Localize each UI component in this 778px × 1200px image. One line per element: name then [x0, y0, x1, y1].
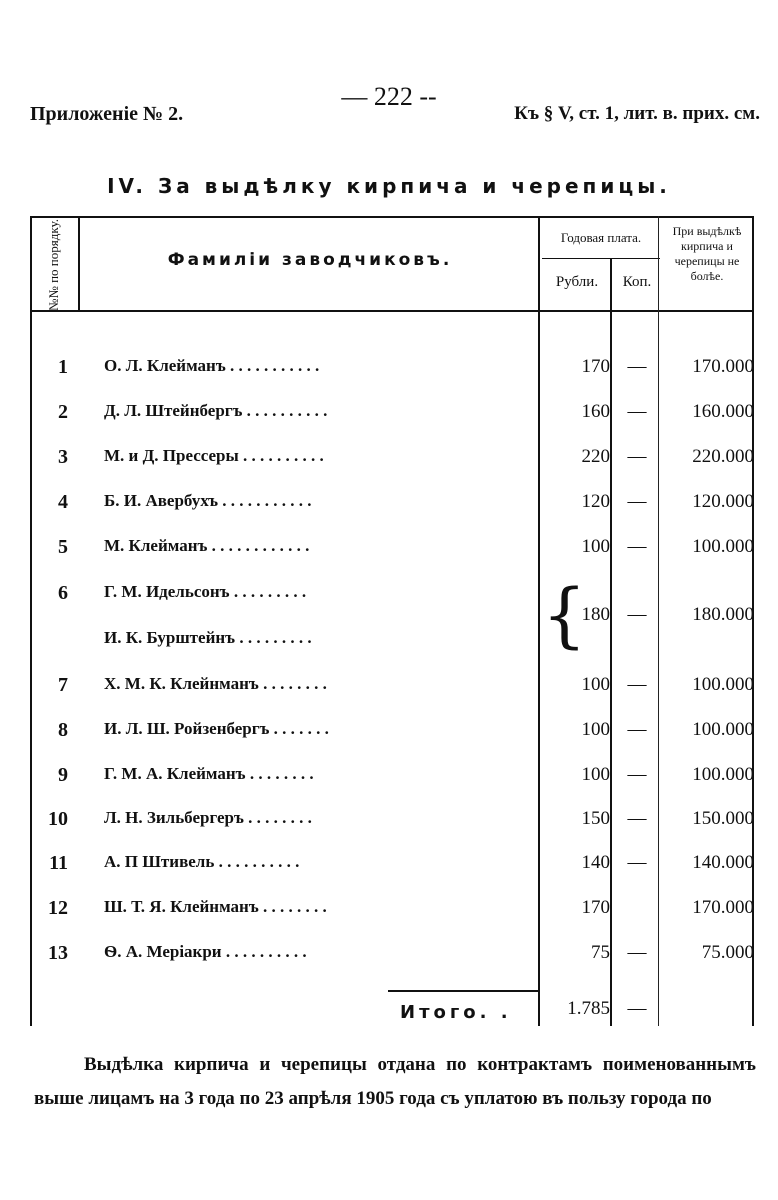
number-header-label: №№ по порядку. — [46, 219, 61, 311]
table-row — [0, 401, 778, 431]
manufacturer-name: А. П Штивель . . . . . . . . . . — [104, 852, 300, 871]
total-rubles: 1.785 — [567, 998, 610, 1019]
annual-fee-rule — [542, 258, 660, 259]
total-label: Итого. . — [400, 1002, 512, 1023]
limit-cell: 75.000 — [701, 942, 754, 963]
kopecks-cell: — — [627, 604, 647, 625]
limit-cell: 150.000 — [692, 808, 754, 829]
rubles-cell: 120 — [581, 491, 610, 512]
table-row — [0, 852, 778, 882]
row-number: 1 — [58, 356, 68, 378]
row-number: 2 — [58, 401, 68, 423]
total-kopecks: — — [627, 998, 647, 1019]
manufacturer-name: Ш. Т. Я. Клейнманъ . . . . . . . . — [104, 897, 327, 916]
manufacturer-name: Л. Н. Зильбергеръ . . . . . . . . — [104, 808, 312, 827]
kopecks-header: Коп. — [622, 274, 652, 290]
row-number: 7 — [58, 674, 68, 696]
limit-cell: 220.000 — [692, 446, 754, 467]
kopecks-cell: — — [627, 808, 647, 829]
row-number: 8 — [58, 719, 68, 741]
header-bottom-rule — [30, 310, 754, 312]
rubles-cell: 75 — [591, 942, 610, 963]
kopecks-cell: — — [627, 764, 647, 785]
row-number: 10 — [48, 808, 68, 830]
rubles-cell: 100 — [581, 674, 610, 695]
rubles-cell: 220 — [581, 446, 610, 467]
row-number: 12 — [48, 897, 68, 919]
section-title: IV. За выдѣлку кирпича и черепицы. — [107, 174, 671, 198]
kopecks-cell: — — [627, 674, 647, 695]
row-number: 11 — [49, 852, 68, 874]
limit-cell: 100.000 — [692, 719, 754, 740]
row-number: 5 — [58, 536, 68, 558]
kopecks-cell: — — [627, 942, 647, 963]
reference-note: Къ § V, ст. 1, лит. в. прих. см. — [514, 103, 760, 124]
row-number: 13 — [48, 942, 68, 964]
table-row — [0, 808, 778, 838]
manufacturer-name: И. К. Бурштейнъ . . . . . . . . . — [104, 628, 312, 647]
manufacturer-name: И. Л. Ш. Ройзенбергъ . . . . . . . — [104, 719, 329, 738]
names-column-header: Фамиліи заводчиковъ. — [167, 250, 453, 270]
rubles-cell: 160 — [581, 401, 610, 422]
kopecks-cell: — — [627, 536, 647, 557]
manufacturer-name: Г. М. Идельсонъ . . . . . . . . . — [104, 582, 307, 601]
rubles-cell: 170 — [581, 356, 610, 377]
table-top-rule — [30, 216, 754, 218]
annual-fee-header: Годовая плата. — [560, 230, 642, 245]
limit-cell: 120.000 — [692, 491, 754, 512]
limit-cell: 170.000 — [692, 356, 754, 377]
limit-cell: 170.000 — [692, 897, 754, 918]
limit-cell: 100.000 — [692, 674, 754, 695]
grouping-brace: { — [542, 574, 587, 656]
row-number: 3 — [58, 446, 68, 468]
total-rule — [388, 990, 540, 992]
rubles-cell: 140 — [581, 852, 610, 873]
table-row — [0, 719, 778, 749]
table-row — [0, 491, 778, 521]
row-number: 6 — [58, 582, 68, 604]
footnote-paragraph: Выдѣлка кирпича и черепицы отдана по контрактамъ поименованнымъ выше лицамъ на 3 года по 23 апрѣля 1905 года съ уплатою въ пользу города по — [34, 1054, 756, 1109]
manufacturer-name: М. Клейманъ . . . . . . . . . . . . — [104, 536, 310, 555]
table-row — [0, 942, 778, 972]
appendix-label: Приложеніе № 2. — [30, 103, 184, 125]
table-row — [0, 446, 778, 476]
rubles-cell: 180 — [581, 604, 610, 625]
manufacturer-name: Г. М. А. Клейманъ . . . . . . . . — [104, 764, 314, 783]
rubles-cell: 100 — [581, 764, 610, 785]
kopecks-cell: — — [627, 852, 647, 873]
kopecks-cell: — — [627, 491, 647, 512]
row-number: 9 — [58, 764, 68, 786]
limit-cell: 180.000 — [692, 604, 754, 625]
number-column-header — [30, 219, 78, 311]
limit-cell: 140.000 — [692, 852, 754, 873]
row-number: 4 — [58, 491, 68, 513]
rubles-header: Рубли. — [555, 274, 599, 290]
rubles-cell: 100 — [581, 536, 610, 557]
table-row — [0, 897, 778, 927]
limit-cell: 100.000 — [692, 536, 754, 557]
table-row — [0, 674, 778, 704]
group-row-6-values — [0, 604, 778, 634]
kopecks-cell: — — [627, 356, 647, 377]
table-row — [0, 356, 778, 386]
limit-cell: 100.000 — [692, 764, 754, 785]
limit-cell: 160.000 — [692, 401, 754, 422]
manufacturer-name: М. и Д. Прессеры . . . . . . . . . . — [104, 446, 324, 465]
rubles-cell: 150 — [581, 808, 610, 829]
manufacturer-name: Б. И. Авербухъ . . . . . . . . . . . — [104, 491, 312, 510]
manufacturer-name: Ѳ. А. Меріакри . . . . . . . . . . — [104, 942, 307, 961]
page-number: — 222 -- — [341, 82, 437, 111]
rubles-cell: 170 — [581, 897, 610, 918]
kopecks-cell: — — [627, 719, 647, 740]
limit-header: При выдѣлкѣ кирпича и черепицы не болѣе. — [672, 224, 742, 283]
number-column-divider — [78, 216, 80, 312]
kopecks-cell: — — [627, 401, 647, 422]
manufacturer-name: Х. М. К. Клейнманъ . . . . . . . . — [104, 674, 327, 693]
manufacturer-name: Д. Л. Штейнбергъ . . . . . . . . . . — [104, 401, 328, 420]
table-row — [0, 764, 778, 794]
manufacturer-name: О. Л. Клейманъ . . . . . . . . . . . — [104, 356, 320, 375]
table-row — [0, 536, 778, 566]
kopecks-cell: — — [627, 446, 647, 467]
rubles-cell: 100 — [581, 719, 610, 740]
